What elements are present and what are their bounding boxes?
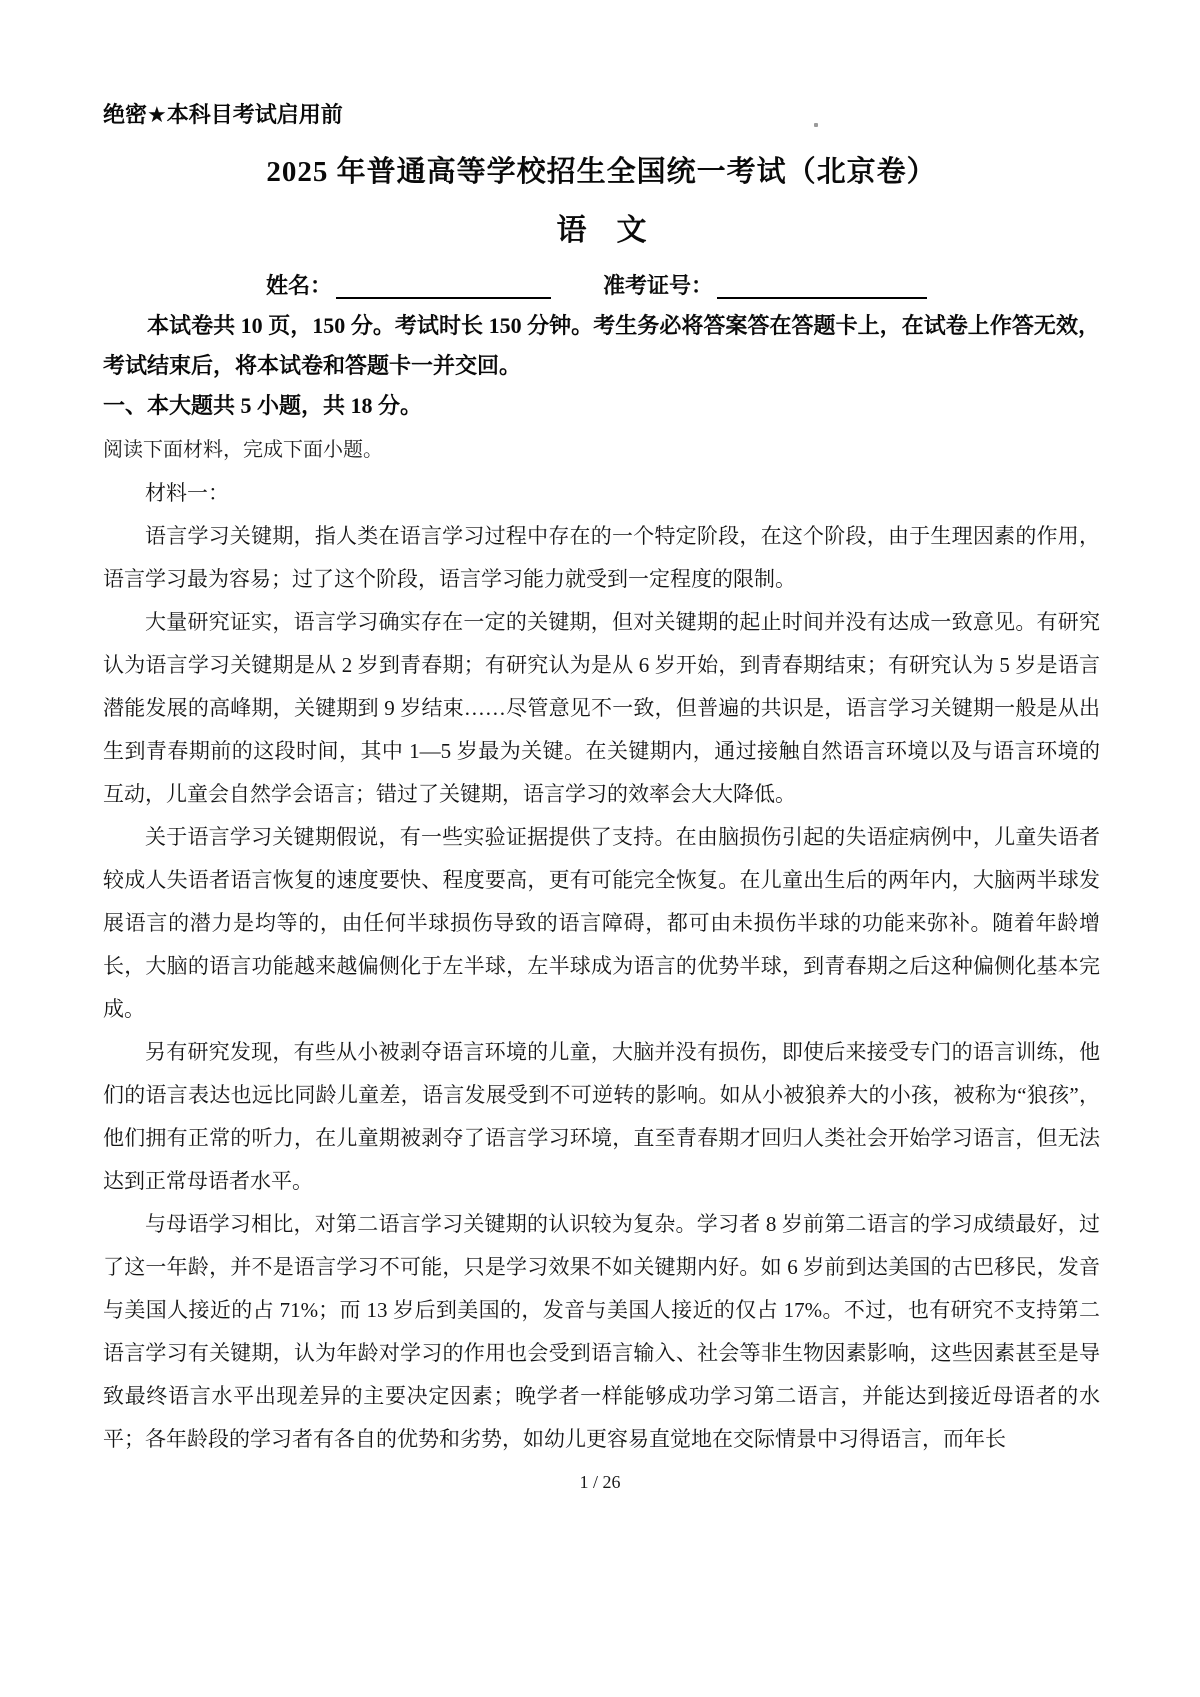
material-paragraph-1: 语言学习关键期，指人类在语言学习过程中存在的一个特定阶段，在这个阶段，由于生理因素的作用，语言学习最为容易；过了这个阶段，语言学习能力就受到一定程度的限制。 (103, 524, 1100, 591)
admission-ticket-label: 准考证号： (603, 273, 714, 298)
scan-speck (814, 123, 818, 127)
material-paragraph-4: 另有研究发现，有些从小被剥夺语言环境的儿童，大脑并没有损伤，即使后来接受专门的语言训练，他们的语言表达也远比同龄儿童差，语言发展受到不可逆转的影响。如从小被狼养大的小孩，被称为“狼孩”，他们拥有正常的听力，在儿童期被剥夺了语言学习环境，直至青春期才回归人类社会开始学习语言，但无法达到正常母语者水平。 (103, 1040, 1100, 1193)
name-blank-line (336, 275, 551, 299)
reading-prompt: 阅读下面材料，完成下面小题。 (103, 439, 383, 461)
admission-ticket-blank-line (717, 275, 927, 299)
exam-instructions: 本试卷共 10 页，150 分。考试时长 150 分钟。考生务必将答案答在答题卡上，在试卷上作答无效，考试结束后，将本试卷和答题卡一并交回。 (103, 313, 1100, 378)
name-label: 姓名： (266, 273, 333, 298)
exam-title: 2025 年普通高等学校招生全国统一考试（北京卷） (266, 156, 937, 188)
candidate-fields-row (266, 273, 1100, 299)
material-one (103, 472, 1100, 1461)
classification-label: 绝密★本科目考试启用前 (103, 102, 343, 127)
material-paragraph-3: 关于语言学习关键期假说，有一些实验证据提供了支持。在由脑损伤引起的失语症病例中，儿童失语者较成人失语者语言恢复的速度要快、程度要高，更有可能完全恢复。在儿童出生后的两年内，大脑两半球发展语言的潜力是均等的，由任何半球损伤导致的语言障碍，都可由未损伤半球的功能来弥补。随着年龄增长，大脑的语言功能越来越偏侧化于左半球，左半球成为语言的优势半球，到青春期之后这种偏侧化基本完成。 (103, 825, 1100, 1021)
page-number: 1 / 26 (579, 1472, 621, 1492)
section-one-heading: 一、本大题共 5 小题，共 18 分。 (103, 393, 423, 418)
material-paragraph-5: 与母语学习相比，对第二语言学习关键期的认识较为复杂。学习者 8 岁前第二语言的学习成绩最好，过了这一年龄，并不是语言学习不可能，只是学习效果不如关键期内好。如 6 岁前到达美国的古巴移民，发音与美国人接近的占 71%；而 13 岁后到美国的，发音与美国人接近的仅占 17%。不过，也有研究不支持第二语言学习有关键期，认为年龄对学习的作用也会受到语言输入、社会等非生物因素影响，这些因素甚至是导致最终语言水平出现差异的主要决定因素；晚学者一样能够成功学习第二语言，并能达到接近母语者的水平；各年龄段的学习者有各自的优势和劣势，如幼儿更容易直觉地在交际情景中习得语言，而年长 (103, 1212, 1100, 1451)
subject-title: 语 文 (556, 214, 647, 247)
material-one-label: 材料一： (145, 481, 229, 505)
material-paragraph-2: 大量研究证实，语言学习确实存在一定的关键期，但对关键期的起止时间并没有达成一致意见。有研究认为语言学习关键期是从 2 岁到青春期；有研究认为是从 6 岁开始，到青春期结束；有研究认为 5 岁是语言潜能发展的高峰期，关键期到 9 岁结束……尽管意见不一致，但普遍的共识是，语言学习关键期一般是从出生到青春期前的这段时间，其中 1—5 岁最为关键。在关键期内，通过接触自然语言环境以及与语言环境的互动，儿童会自然学会语言；错过了关键期，语言学习的效率会大大降低。 (103, 610, 1100, 806)
